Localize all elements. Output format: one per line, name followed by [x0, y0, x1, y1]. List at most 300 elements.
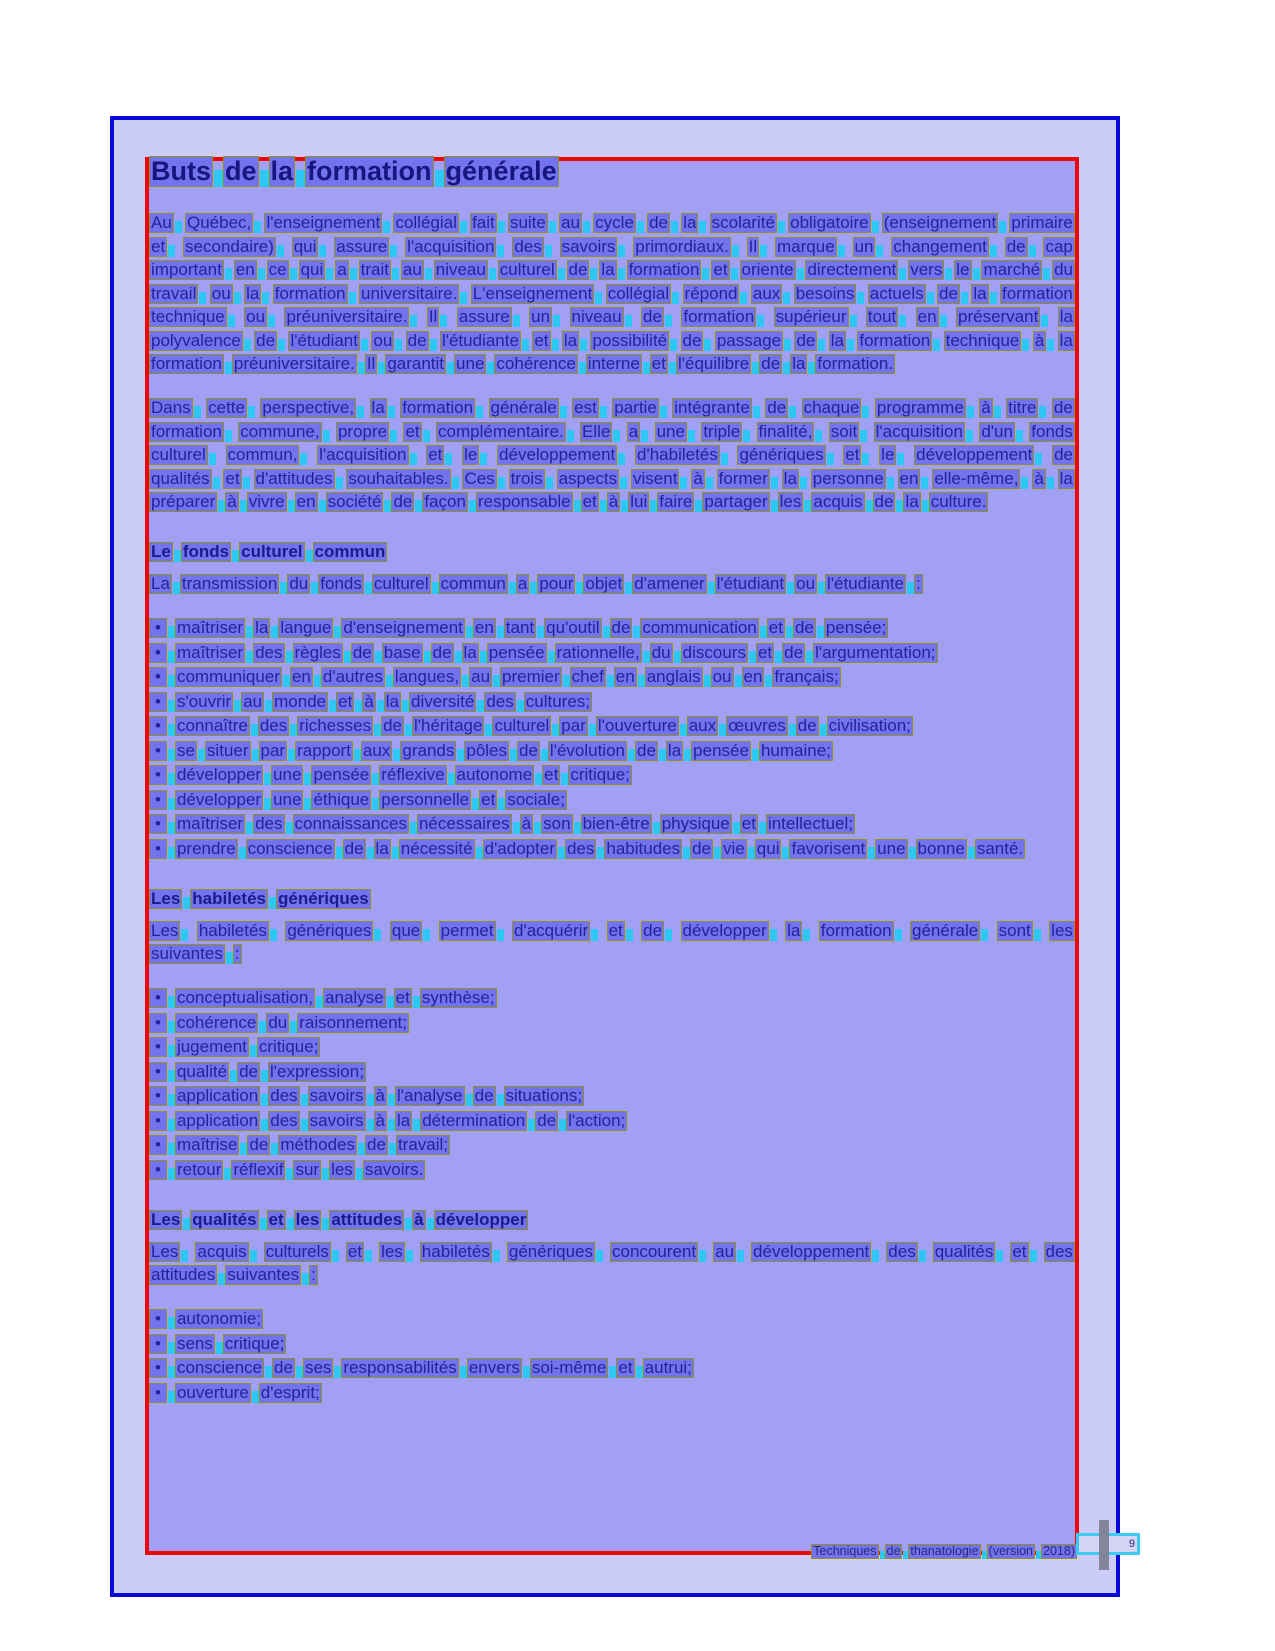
word-item	[711, 260, 737, 280]
word-highlight: savoirs	[309, 1110, 364, 1130]
word-highlight: cette	[208, 398, 245, 417]
space-marker	[752, 362, 759, 374]
word-item	[400, 741, 464, 761]
space-marker	[290, 724, 297, 736]
word-item	[606, 284, 679, 304]
space-marker	[733, 822, 740, 834]
space-marker	[1047, 339, 1054, 351]
space-marker	[375, 651, 382, 663]
word-highlight: attitudes	[151, 1265, 216, 1284]
space-marker	[372, 798, 379, 810]
space-marker	[771, 477, 778, 489]
space-marker	[497, 245, 504, 257]
word-item	[721, 839, 755, 859]
word-item	[343, 839, 374, 859]
space-marker	[782, 847, 789, 859]
space-marker	[251, 724, 258, 736]
word-highlight: santé.	[976, 838, 1024, 858]
word-highlight: rapport	[297, 740, 351, 760]
space-marker	[981, 929, 988, 941]
space-marker	[706, 477, 713, 489]
word-highlight: pensée	[313, 765, 370, 784]
space-marker	[183, 1218, 190, 1230]
word-item	[308, 1086, 374, 1106]
space-marker	[302, 1273, 309, 1285]
word-item	[484, 692, 523, 712]
word-highlight: formation	[402, 398, 474, 417]
word-item	[772, 667, 840, 687]
space-marker	[476, 847, 483, 859]
word-highlight: vie	[723, 838, 745, 858]
paragraph-line	[149, 213, 1075, 233]
list-item	[149, 1111, 1075, 1131]
word-item	[635, 445, 728, 465]
word-highlight: et	[845, 445, 860, 464]
word-item	[794, 574, 825, 594]
space-marker	[489, 268, 496, 280]
word-item	[272, 692, 336, 712]
list-item	[149, 716, 1075, 736]
word-item	[370, 398, 395, 418]
word-item	[372, 574, 439, 594]
word-item	[751, 1242, 879, 1262]
space-marker	[732, 245, 739, 257]
space-marker	[838, 245, 845, 257]
word-highlight: et	[757, 642, 773, 662]
word-item	[335, 260, 356, 280]
word-highlight: travail	[151, 283, 197, 303]
space-marker	[477, 700, 484, 712]
space-marker	[973, 268, 980, 280]
word-item	[790, 354, 815, 374]
word-highlight: à	[608, 492, 619, 511]
space-marker	[174, 550, 181, 562]
word-highlight: de	[249, 1135, 269, 1154]
word-item	[494, 354, 585, 374]
space-marker	[731, 268, 738, 280]
word-highlight: fonds	[1031, 421, 1073, 441]
word-item	[710, 213, 785, 233]
space-marker	[625, 315, 632, 327]
space-marker	[817, 626, 824, 638]
word-item	[1052, 445, 1075, 465]
word-highlight: au	[715, 1241, 735, 1261]
word-item	[260, 398, 364, 418]
word-highlight: préuniversitaire.	[286, 307, 408, 326]
space-marker	[702, 268, 709, 280]
word-highlight: :	[234, 944, 240, 963]
word-item	[775, 237, 845, 257]
word-item	[384, 692, 409, 712]
word-highlight: de	[344, 838, 364, 858]
word-item	[385, 354, 454, 374]
word-item	[650, 643, 681, 663]
word-highlight: la	[787, 920, 801, 940]
word-highlight: possibilité	[592, 330, 668, 350]
word-highlight: qui	[293, 236, 317, 256]
word-highlight: s'ouvrir	[176, 691, 232, 711]
space-marker	[260, 170, 269, 187]
word-highlight: à	[364, 691, 374, 711]
space-marker	[699, 221, 706, 233]
word-item	[288, 331, 368, 351]
space-marker	[778, 221, 785, 233]
word-highlight: formation	[307, 156, 432, 186]
word-item	[223, 156, 269, 187]
space-marker	[476, 406, 483, 418]
space-marker	[259, 1021, 266, 1033]
word-highlight: préuniversitaire.	[233, 354, 355, 373]
word-item	[149, 741, 175, 761]
space-marker	[714, 847, 721, 859]
word-highlight: français;	[774, 667, 839, 686]
word-highlight: :	[916, 574, 921, 593]
word-highlight: développement	[916, 445, 1033, 464]
word-highlight: la	[683, 213, 697, 232]
space-marker	[574, 500, 581, 512]
word-highlight: l'étudiante	[441, 330, 519, 350]
word-item	[149, 1309, 175, 1329]
word-highlight: ou	[211, 283, 231, 303]
scrollbar-thumb[interactable]	[1099, 1520, 1109, 1570]
word-item	[765, 398, 796, 418]
word-highlight: en	[917, 307, 937, 326]
space-marker	[361, 339, 368, 351]
word-item	[782, 469, 807, 489]
space-marker	[818, 582, 825, 594]
word-highlight: formation	[1001, 283, 1073, 303]
space-marker	[625, 582, 632, 594]
word-item	[610, 618, 641, 638]
space-marker	[326, 268, 333, 280]
word-highlight: habiletés	[421, 1241, 490, 1261]
word-highlight: communication	[642, 618, 757, 637]
word-item	[412, 716, 492, 736]
word-highlight: des	[259, 716, 288, 735]
bullet-icon: •	[149, 1309, 167, 1329]
word-item	[726, 716, 796, 736]
word-item	[879, 445, 904, 465]
word-highlight: et	[713, 260, 728, 279]
word-item	[782, 643, 813, 663]
word-highlight: des	[270, 1086, 298, 1105]
word-item	[512, 237, 551, 257]
word-highlight: propre	[337, 421, 388, 441]
space-marker	[945, 268, 952, 280]
word-highlight: transmission	[181, 574, 278, 593]
word-highlight: de	[761, 354, 781, 373]
word-item	[257, 1037, 321, 1057]
space-marker	[168, 996, 175, 1008]
word-item	[326, 492, 392, 512]
word-item	[505, 790, 567, 810]
word-item	[180, 574, 287, 594]
word-item	[253, 618, 278, 638]
word-highlight: un	[854, 236, 874, 256]
word-item	[740, 260, 804, 280]
word-item	[715, 574, 795, 594]
word-highlight: complémentaire.	[438, 421, 564, 441]
word-highlight: humaine;	[760, 740, 831, 760]
word-highlight: former	[718, 468, 768, 488]
word-highlight: (enseignement	[883, 213, 997, 232]
space-marker	[990, 292, 997, 304]
space-marker	[749, 651, 756, 663]
word-highlight: détermination	[422, 1110, 526, 1130]
word-item	[238, 422, 329, 442]
word-highlight: collégial	[607, 283, 670, 303]
word-item	[614, 667, 645, 687]
word-highlight: formation	[859, 330, 931, 350]
space-marker	[759, 822, 766, 834]
word-item	[149, 307, 235, 327]
space-marker	[660, 406, 667, 418]
space-marker	[665, 315, 672, 327]
word-highlight: bonne	[917, 838, 965, 858]
word-item	[581, 492, 607, 512]
space-marker	[246, 651, 253, 663]
space-marker	[168, 1021, 175, 1033]
bullet-icon: •	[149, 814, 167, 834]
space-marker	[440, 315, 447, 327]
space-marker	[1022, 339, 1029, 351]
word-highlight: 2018)	[1043, 1544, 1075, 1558]
word-item	[517, 741, 548, 761]
word-item	[681, 331, 712, 351]
space-marker	[410, 453, 417, 465]
word-highlight: des	[270, 1110, 298, 1130]
word-item	[462, 469, 504, 489]
word-highlight: triple	[703, 421, 741, 441]
word-highlight: suite	[509, 213, 546, 232]
word-highlight: répond	[684, 283, 738, 303]
space-marker	[760, 626, 767, 638]
word-highlight: Techniques	[813, 1544, 877, 1558]
word-item	[175, 643, 253, 663]
heading-line	[149, 1210, 1075, 1230]
word-highlight: du	[268, 1012, 288, 1032]
space-marker	[374, 724, 381, 736]
word-highlight: Il	[366, 354, 376, 373]
space-marker	[607, 675, 614, 687]
space-marker	[334, 1366, 341, 1378]
space-marker	[757, 315, 764, 327]
word-item	[713, 1242, 744, 1262]
word-item	[476, 492, 581, 512]
space-marker	[535, 773, 542, 785]
word-item	[313, 542, 388, 562]
space-marker	[921, 477, 928, 489]
word-item	[628, 492, 657, 512]
word-highlight: une	[273, 789, 302, 809]
word-highlight: culturels	[265, 1241, 329, 1261]
word-highlight: savoirs	[309, 1086, 364, 1105]
word-highlight: au	[243, 691, 263, 711]
word-item	[149, 790, 175, 810]
word-item	[885, 1544, 909, 1559]
word-highlight: le	[464, 445, 478, 464]
word-highlight: par	[260, 740, 286, 760]
word-highlight: critique;	[224, 1333, 285, 1353]
paragraph	[149, 921, 1075, 965]
word-item	[359, 284, 467, 304]
word-item	[643, 1358, 694, 1378]
word-item	[149, 422, 232, 442]
word-item	[987, 1544, 1041, 1559]
word-item	[341, 1358, 466, 1378]
space-marker	[367, 1094, 374, 1106]
space-marker	[265, 1366, 272, 1378]
space-marker	[1041, 315, 1048, 327]
word-highlight: un	[531, 307, 551, 326]
space-marker	[803, 929, 810, 941]
word-item	[1052, 260, 1075, 280]
word-item	[183, 237, 284, 257]
word-item	[607, 492, 628, 512]
word-item	[241, 692, 272, 712]
word-highlight: aspects	[558, 468, 618, 488]
word-item	[175, 1086, 268, 1106]
word-highlight: :	[311, 1265, 316, 1284]
space-marker	[595, 292, 602, 304]
word-item	[1029, 422, 1075, 442]
space-marker	[198, 749, 205, 761]
word-item	[359, 260, 399, 280]
word-highlight: de	[225, 156, 257, 186]
word-highlight: universitaire.	[361, 283, 458, 303]
space-marker	[1029, 245, 1036, 257]
word-item	[1005, 237, 1036, 257]
space-marker	[462, 675, 469, 687]
word-highlight: niveau	[571, 307, 622, 326]
word-highlight: de	[797, 716, 817, 735]
space-marker	[638, 675, 645, 687]
document-body	[149, 156, 1075, 1403]
space-marker	[887, 477, 894, 489]
word-highlight: soi-même	[531, 1358, 607, 1377]
space-marker	[933, 339, 940, 351]
word-highlight: commun	[440, 574, 506, 593]
word-item	[908, 1544, 986, 1559]
space-marker	[319, 500, 326, 512]
word-highlight: la	[270, 156, 294, 186]
word-item	[149, 574, 180, 594]
word-item	[604, 839, 690, 859]
space-marker	[559, 1119, 566, 1131]
space-marker	[390, 430, 397, 442]
word-item	[570, 667, 614, 687]
word-highlight: et	[405, 421, 420, 441]
word-highlight: application	[176, 1086, 259, 1105]
word-item	[627, 422, 648, 442]
space-marker	[448, 773, 455, 785]
space-marker	[818, 339, 825, 351]
space-marker	[388, 1119, 395, 1131]
space-marker	[168, 700, 175, 712]
word-item	[295, 741, 361, 761]
word-highlight: la	[371, 398, 385, 417]
word-item	[190, 1210, 266, 1230]
word-item	[914, 574, 923, 594]
word-item	[175, 618, 253, 638]
space-marker	[613, 430, 620, 442]
word-item	[687, 716, 726, 736]
word-highlight: analyse	[325, 988, 384, 1007]
word-item	[548, 741, 635, 761]
list-item	[149, 1037, 1075, 1057]
word-item	[981, 260, 1050, 280]
space-marker	[226, 952, 233, 964]
word-highlight: habiletés	[198, 920, 267, 940]
list-item	[149, 1309, 1075, 1329]
space-marker	[684, 749, 691, 761]
word-highlight: l'action;	[568, 1110, 626, 1130]
word-highlight: du	[1054, 260, 1073, 279]
space-marker	[168, 675, 175, 687]
word-item	[701, 422, 750, 442]
word-item	[232, 354, 365, 374]
word-highlight: d'autres	[322, 667, 383, 686]
word-highlight: à	[227, 492, 237, 511]
word-item	[590, 331, 677, 351]
word-item	[866, 307, 906, 327]
word-highlight: Buts	[151, 156, 211, 186]
paragraph	[149, 574, 1075, 594]
word-highlight: en	[615, 667, 635, 686]
word-item	[660, 814, 740, 834]
word-highlight: culturel	[373, 574, 429, 593]
word-highlight: les	[1051, 920, 1073, 940]
space-marker	[336, 847, 343, 859]
space-marker	[523, 1366, 530, 1378]
word-item	[175, 741, 205, 761]
space-marker	[603, 626, 610, 638]
word-highlight: de	[784, 642, 804, 662]
word-item	[244, 284, 269, 304]
space-marker	[579, 362, 586, 374]
word-item	[555, 643, 650, 663]
word-highlight: formation	[628, 260, 700, 279]
word-highlight: de	[796, 330, 816, 350]
space-marker	[783, 292, 790, 304]
word-item	[457, 307, 520, 327]
word-item	[813, 643, 937, 663]
space-marker	[367, 847, 374, 859]
word-highlight: passage	[716, 330, 782, 350]
word-highlight: trait	[360, 260, 389, 279]
word-highlight: thanatologie	[910, 1544, 979, 1558]
word-highlight: de	[939, 283, 958, 303]
space-marker	[194, 406, 201, 418]
word-highlight: prendre	[176, 838, 236, 858]
word-highlight: et	[395, 988, 410, 1007]
space-marker	[336, 477, 343, 489]
word-highlight: de	[474, 1086, 494, 1105]
space-marker	[927, 292, 934, 304]
word-highlight: de	[767, 398, 787, 417]
word-highlight: par	[561, 716, 586, 735]
word-item	[149, 260, 232, 280]
word-highlight: garantit	[387, 354, 445, 373]
word-highlight: formation	[683, 307, 755, 326]
space-marker	[990, 245, 997, 257]
space-marker	[252, 749, 259, 761]
space-marker	[650, 500, 657, 512]
word-highlight: éthique	[313, 789, 370, 809]
word-item	[149, 156, 223, 187]
space-marker	[868, 847, 875, 859]
space-marker	[264, 773, 271, 785]
